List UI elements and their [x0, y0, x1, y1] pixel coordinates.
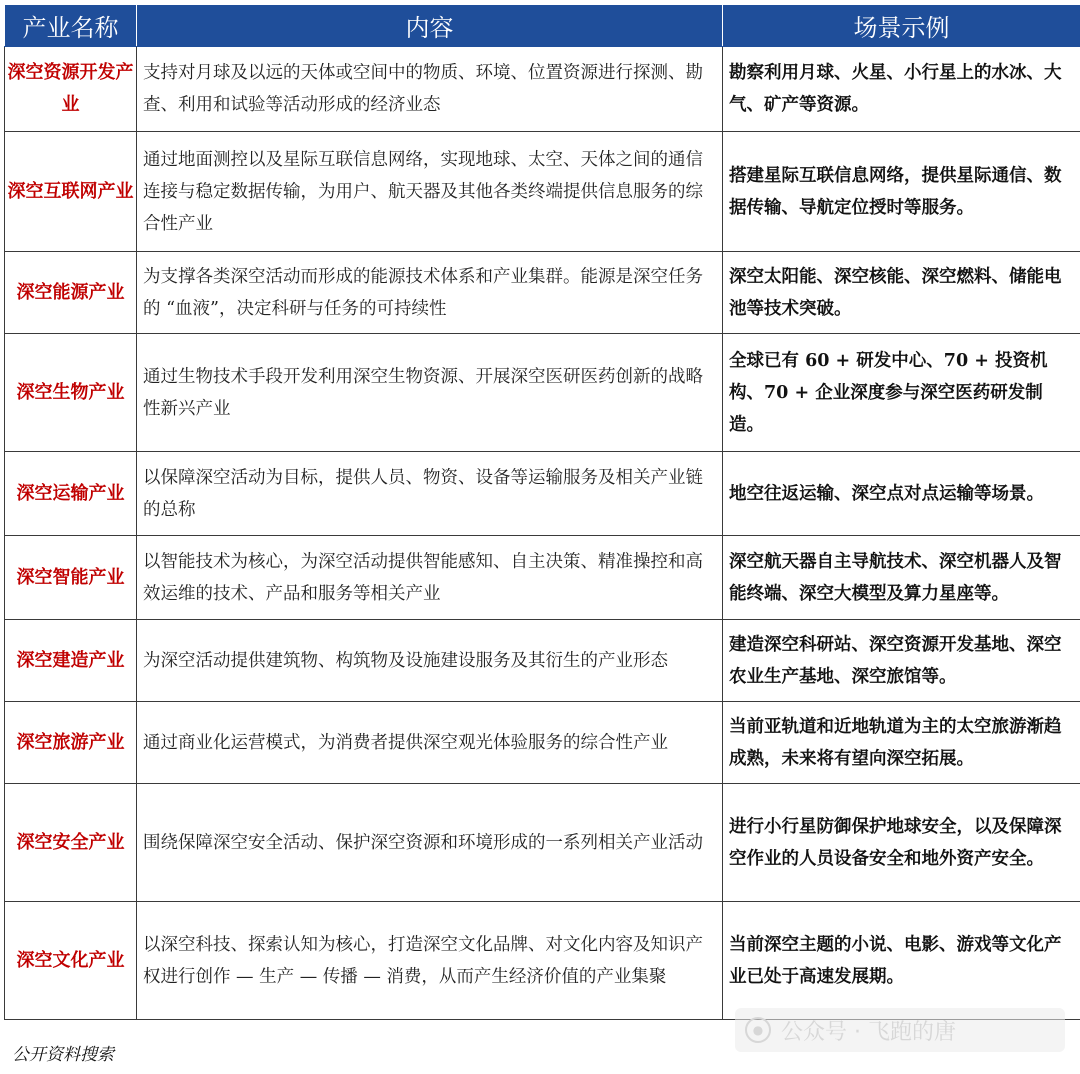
industry-scene: 全球已有 60 + 研发中心、70 + 投资机构、70 + 企业深度参与深空医药研发制造。	[723, 334, 1080, 452]
table-row	[5, 47, 1080, 132]
table-row	[5, 452, 1080, 536]
industry-content: 为深空活动提供建筑物、构筑物及设施建设服务及其衍生的产业形态	[137, 620, 723, 702]
industry-scene: 建造深空科研站、深空资源开发基地、深空农业生产基地、深空旅馆等。	[723, 620, 1080, 702]
header-content: 内容	[137, 5, 723, 47]
industry-name: 深空建造产业	[5, 620, 137, 702]
industry-scene: 当前亚轨道和近地轨道为主的太空旅游渐趋成熟，未来将有望向深空拓展。	[723, 702, 1080, 784]
industry-content: 通过地面测控以及星际互联信息网络，实现地球、太空、天体之间的通信连接与稳定数据传输，为用户、航天器及其他各类终端提供信息服务的综合性产业	[137, 132, 723, 252]
table-row	[5, 252, 1080, 334]
industry-content: 以深空科技、探索认知为核心，打造深空文化品牌、对文化内容及知识产权进行创作 — 生产 — 传播 — 消费，从而产生经济价值的产业集聚	[137, 902, 723, 1020]
industry-scene: 地空往返运输、深空点对点运输等场景。	[723, 452, 1080, 536]
industry-name: 深空智能产业	[5, 536, 137, 620]
industry-name: 深空互联网产业	[5, 132, 137, 252]
industry-content: 以保障深空活动为目标，提供人员、物资、设备等运输服务及相关产业链的总称	[137, 452, 723, 536]
industry-scene: 深空太阳能、深空核能、深空燃料、储能电池等技术突破。	[723, 252, 1080, 334]
industry-scene: 勘察利用月球、火星、小行星上的水冰、大气、矿产等资源。	[723, 47, 1080, 132]
table-row	[5, 784, 1080, 902]
industry-name: 深空旅游产业	[5, 702, 137, 784]
industry-scene: 当前深空主题的小说、电影、游戏等文化产业已处于高速发展期。	[723, 902, 1080, 1020]
industry-table	[4, 4, 1080, 1020]
table-row	[5, 702, 1080, 784]
table-row	[5, 620, 1080, 702]
industry-name: 深空资源开发产业	[5, 47, 137, 132]
table-row	[5, 902, 1080, 1020]
industry-scene: 搭建星际互联信息网络，提供星际通信、数据传输、导航定位授时等服务。	[723, 132, 1080, 252]
industry-content: 围绕保障深空安全活动、保护深空资源和环境形成的一系列相关产业活动	[137, 784, 723, 902]
industry-content: 支持对月球及以远的天体或空间中的物质、环境、位置资源进行探测、勘查、利用和试验等活动形成的经济业态	[137, 47, 723, 132]
watermark	[735, 1008, 1065, 1052]
industry-name: 深空文化产业	[5, 902, 137, 1020]
industry-name: 深空运输产业	[5, 452, 137, 536]
industry-scene: 深空航天器自主导航技术、深空机器人及智能终端、深空大模型及算力星座等。	[723, 536, 1080, 620]
header-name: 产业名称	[5, 5, 137, 47]
industry-scene: 进行小行星防御保护地球安全，以及保障深空作业的人员设备安全和地外资产安全。	[723, 784, 1080, 902]
industry-content: 通过生物技术手段开发利用深空生物资源、开展深空医研医药创新的战略性新兴产业	[137, 334, 723, 452]
table-header-row	[5, 5, 1080, 47]
header-scene: 场景示例	[723, 5, 1080, 47]
industry-name: 深空能源产业	[5, 252, 137, 334]
industry-name: 深空安全产业	[5, 784, 137, 902]
industry-name: 深空生物产业	[5, 334, 137, 452]
industry-content: 通过商业化运营模式，为消费者提供深空观光体验服务的综合性产业	[137, 702, 723, 784]
watermark-text: 公众号 · 飞跑的唐	[781, 1019, 956, 1045]
table-row	[5, 132, 1080, 252]
table-row	[5, 334, 1080, 452]
industry-content: 为支撑各类深空活动而形成的能源技术体系和产业集群。能源是深空任务的 “血液”，决定科研与任务的可持续性	[137, 252, 723, 334]
wechat-icon: ●	[745, 1017, 771, 1043]
industry-content: 以智能技术为核心，为深空活动提供智能感知、自主决策、精准操控和高效运维的技术、产品和服务等相关产业	[137, 536, 723, 620]
source-note: 公开资料搜索	[12, 1045, 114, 1065]
table-row	[5, 536, 1080, 620]
